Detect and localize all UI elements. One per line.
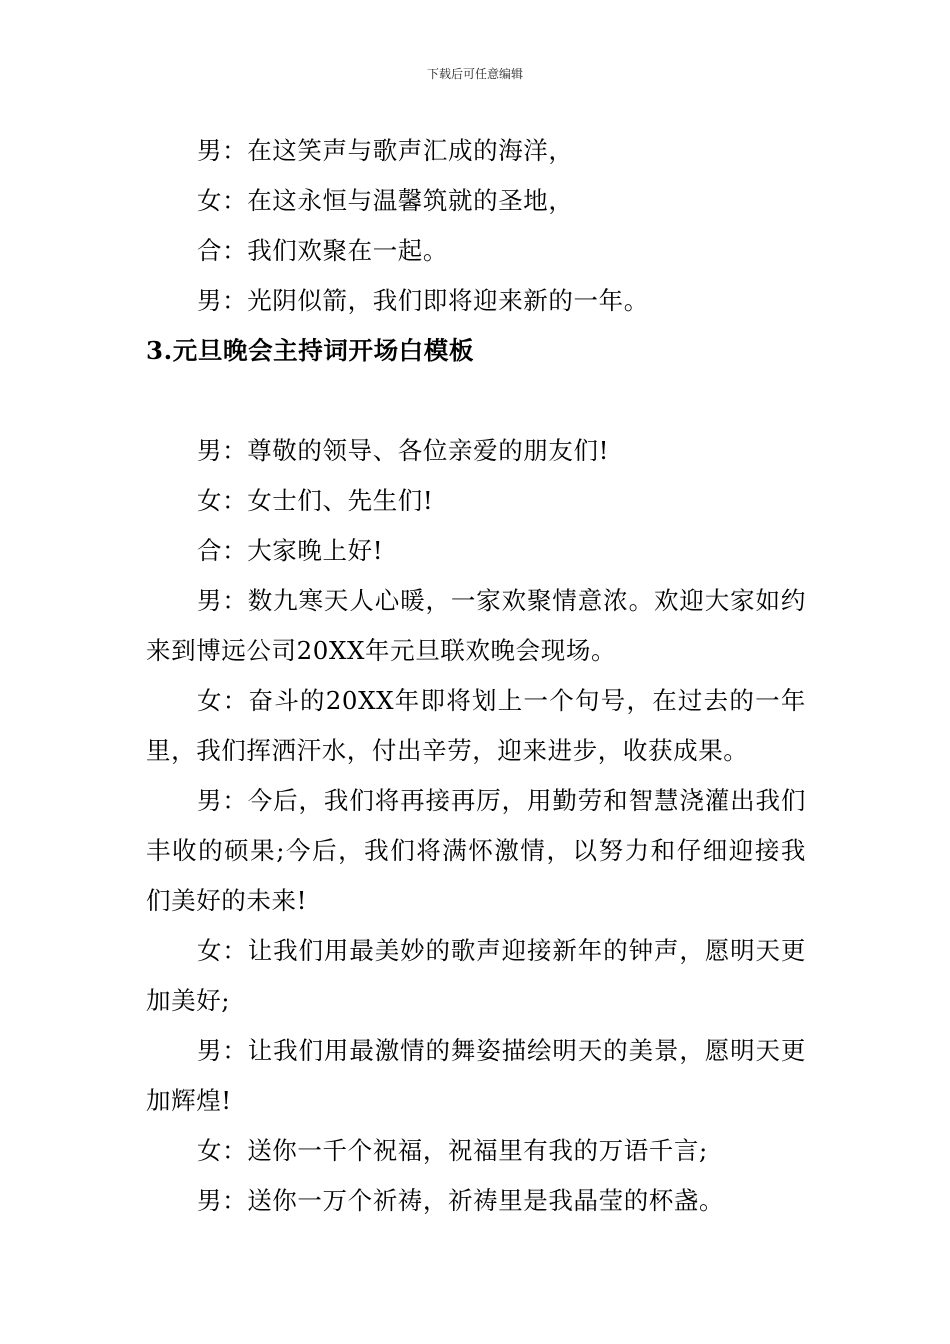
section-heading: 3.元旦晚会主持词开场白模板 (146, 336, 474, 365)
dialogue-paragraph: 女：让我们用最美妙的歌声迎接新年的钟声，愿明天更加美好; (146, 936, 806, 1015)
dialogue-paragraph: 男：今后，我们将再接再厉，用勤劳和智慧浇灌出我们丰收的硕果;今后，我们将满怀激情，以努力和仔细迎接我们美好的未来! (146, 786, 806, 915)
dialogue-line: 男：送你一万个祈祷，祈祷里是我晶莹的杯盏。 (197, 1186, 725, 1215)
dialogue-line: 男：光阴似箭，我们即将迎来新的一年。 (197, 286, 649, 315)
blank-line (146, 376, 806, 426)
dialogue-line: 合：大家晚上好! (197, 536, 384, 565)
dialogue-line: 男：尊敬的领导、各位亲爱的朋友们! (197, 436, 610, 465)
header-note: 下载后可任意编辑 (426, 67, 523, 81)
dialogue-paragraph: 女：奋斗的20XX年即将划上一个句号，在过去的一年里，我们挥洒汗水，付出辛劳，迎来进步，收获成果。 (146, 686, 806, 765)
dialogue-line: 男：在这笑声与歌声汇成的海洋， (197, 136, 574, 165)
dialogue-line: 合：我们欢聚在一起。 (197, 236, 448, 265)
dialogue-paragraph: 男：数九寒天人心暖，一家欢聚情意浓。欢迎大家如约来到博远公司20XX年元旦联欢晚会现场。 (146, 586, 806, 665)
dialogue-paragraph: 男：让我们用最激情的舞姿描绘明天的美景，愿明天更加辉煌! (146, 1036, 806, 1115)
dialogue-line: 女：送你一千个祝福，祝福里有我的万语千言; (197, 1136, 708, 1165)
document-body (146, 126, 806, 1226)
dialogue-line: 女：在这永恒与温馨筑就的圣地， (197, 186, 574, 215)
dialogue-line: 女：女士们、先生们! (197, 486, 434, 515)
